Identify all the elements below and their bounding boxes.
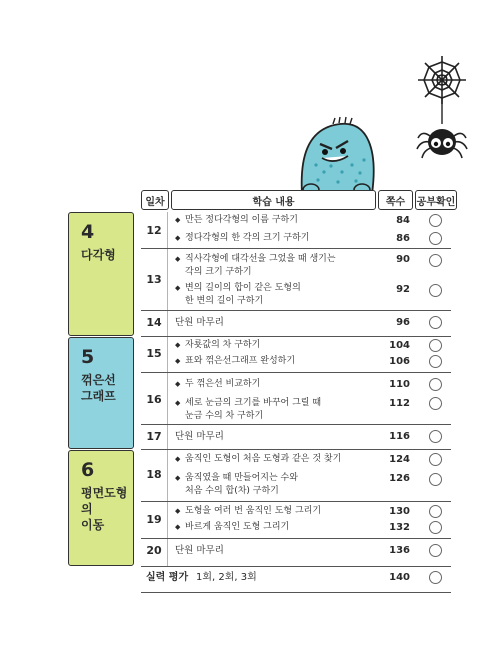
unit-title: 평면도형의 이동	[81, 486, 128, 532]
lesson-text: 세로 눈금의 크기를 바꾸어 그릴 때 눈금 수의 차 구하기	[185, 398, 322, 421]
study-check-circle[interactable]	[429, 505, 442, 518]
header-check	[415, 190, 457, 210]
row-divider	[141, 372, 451, 373]
lesson-item	[175, 232, 390, 245]
study-check-circle[interactable]	[429, 473, 442, 486]
study-check-circle[interactable]	[429, 521, 442, 534]
study-check-circle[interactable]	[429, 355, 442, 368]
diamond-bullet-icon: ◆	[175, 284, 181, 292]
day-separator	[167, 212, 168, 566]
final-assessment-label: 실력 평가	[146, 572, 189, 583]
study-check-circle[interactable]	[429, 316, 442, 329]
study-check-circle[interactable]	[429, 284, 442, 297]
lesson-text: 두 꺾은선 비교하기	[185, 379, 261, 389]
lesson-item	[175, 339, 390, 352]
lesson-item	[175, 453, 390, 466]
lesson-text: 만든 정다각형의 이름 구하기	[185, 215, 298, 225]
page-number: 104	[389, 340, 410, 351]
lesson-item	[175, 505, 390, 518]
spider-icon	[417, 98, 467, 158]
lesson-item	[175, 355, 390, 368]
unit-number: 6	[81, 459, 95, 481]
row-divider	[141, 538, 451, 539]
study-check-circle[interactable]	[429, 254, 442, 267]
row-divider	[141, 449, 451, 450]
page-number: 116	[389, 431, 410, 442]
header-content-label: 학습 내용	[252, 196, 295, 208]
row-divider	[141, 592, 451, 593]
spider-web-icon	[418, 56, 466, 104]
lesson-text: 움직였을 때 만들어지는 수와 처음 수의 합(차) 구하기	[185, 473, 298, 496]
lesson-item	[175, 253, 390, 279]
diamond-bullet-icon: ◆	[175, 357, 181, 365]
diamond-bullet-icon: ◆	[175, 507, 181, 515]
study-check-circle[interactable]	[429, 544, 442, 557]
page-number: 140	[389, 572, 410, 583]
page-number: 112	[389, 398, 410, 409]
day-number: 13	[146, 273, 162, 286]
unit-review-label: 단원 마무리	[175, 545, 224, 556]
diamond-bullet-icon: ◆	[175, 380, 181, 388]
unit-title: 다각형	[81, 248, 116, 262]
diamond-bullet-icon: ◆	[175, 255, 181, 263]
header-page	[378, 190, 413, 210]
lesson-text: 표와 꺾은선그래프 완성하기	[185, 356, 296, 366]
page-number: 92	[396, 284, 410, 295]
lesson-text: 움직인 도형이 처음 도형과 같은 것 찾기	[185, 454, 342, 464]
page-number: 136	[389, 545, 410, 556]
diamond-bullet-icon: ◆	[175, 523, 181, 531]
lesson-item	[175, 521, 390, 534]
lesson-item	[175, 397, 390, 423]
study-check-circle[interactable]	[429, 397, 442, 410]
final-assessment-sessions: 1회, 2회, 3회	[196, 572, 257, 583]
row-divider	[141, 566, 451, 567]
study-check-circle[interactable]	[429, 571, 442, 584]
lesson-text: 정다각형의 한 각의 크기 구하기	[185, 233, 310, 243]
page-number: 96	[396, 317, 410, 328]
day-number: 19	[146, 513, 162, 526]
monster-illustration	[302, 117, 374, 196]
day-number: 16	[146, 393, 162, 406]
day-number: 20	[146, 544, 162, 557]
day-number: 12	[146, 224, 162, 237]
diamond-bullet-icon: ◆	[175, 216, 181, 224]
study-check-circle[interactable]	[429, 430, 442, 443]
lesson-item	[175, 378, 390, 391]
lesson-text: 변의 길이의 합이 같은 도형의 한 변의 길이 구하기	[185, 283, 301, 306]
diamond-bullet-icon: ◆	[175, 455, 181, 463]
unit-6-box	[68, 450, 134, 566]
day-number: 15	[146, 347, 162, 360]
unit-5-box	[68, 337, 134, 449]
header-content	[171, 190, 376, 210]
study-check-circle[interactable]	[429, 339, 442, 352]
day-number: 14	[146, 316, 162, 329]
page-number: 106	[389, 356, 410, 367]
diamond-bullet-icon: ◆	[175, 341, 181, 349]
header-day	[141, 190, 169, 210]
page-number: 84	[396, 215, 410, 226]
page-number: 110	[389, 379, 410, 390]
header-page-label: 쪽수	[385, 196, 406, 208]
row-divider	[141, 310, 451, 311]
study-check-circle[interactable]	[429, 378, 442, 391]
lesson-text: 직사각형에 대각선을 그었을 때 생기는 각의 크기 구하기	[185, 254, 336, 277]
page-number: 132	[389, 522, 410, 533]
row-divider	[141, 424, 451, 425]
page-number: 124	[389, 454, 410, 465]
diamond-bullet-icon: ◆	[175, 234, 181, 242]
study-check-circle[interactable]	[429, 453, 442, 466]
row-divider	[141, 336, 451, 337]
study-check-circle[interactable]	[429, 214, 442, 227]
lesson-text: 바르게 움직인 도형 그리기	[185, 522, 290, 532]
page-number: 86	[396, 233, 410, 244]
lesson-text: 자룟값의 차 구하기	[185, 340, 261, 350]
diamond-bullet-icon: ◆	[175, 474, 181, 482]
row-divider	[141, 248, 451, 249]
unit-review-label: 단원 마무리	[175, 431, 224, 442]
unit-title: 꺾은선 그래프	[81, 373, 116, 403]
page-number: 90	[396, 254, 410, 265]
lesson-text: 도형을 여러 번 움직인 도형 그리기	[185, 506, 322, 516]
row-divider	[141, 501, 451, 502]
unit-4-box	[68, 212, 134, 336]
page-number: 126	[389, 473, 410, 484]
unit-number: 5	[81, 346, 95, 368]
lesson-item	[175, 214, 390, 227]
day-number: 18	[146, 468, 162, 481]
header-day-label: 일차	[145, 196, 165, 208]
lesson-item	[175, 472, 390, 498]
header-check-label: 공부확인	[416, 196, 456, 208]
unit-review-label: 단원 마무리	[175, 317, 224, 328]
day-number: 17	[146, 430, 162, 443]
page-number: 130	[389, 506, 410, 517]
diamond-bullet-icon: ◆	[175, 399, 181, 407]
lesson-item	[175, 282, 390, 308]
unit-number: 4	[81, 221, 95, 243]
study-check-circle[interactable]	[429, 232, 442, 245]
